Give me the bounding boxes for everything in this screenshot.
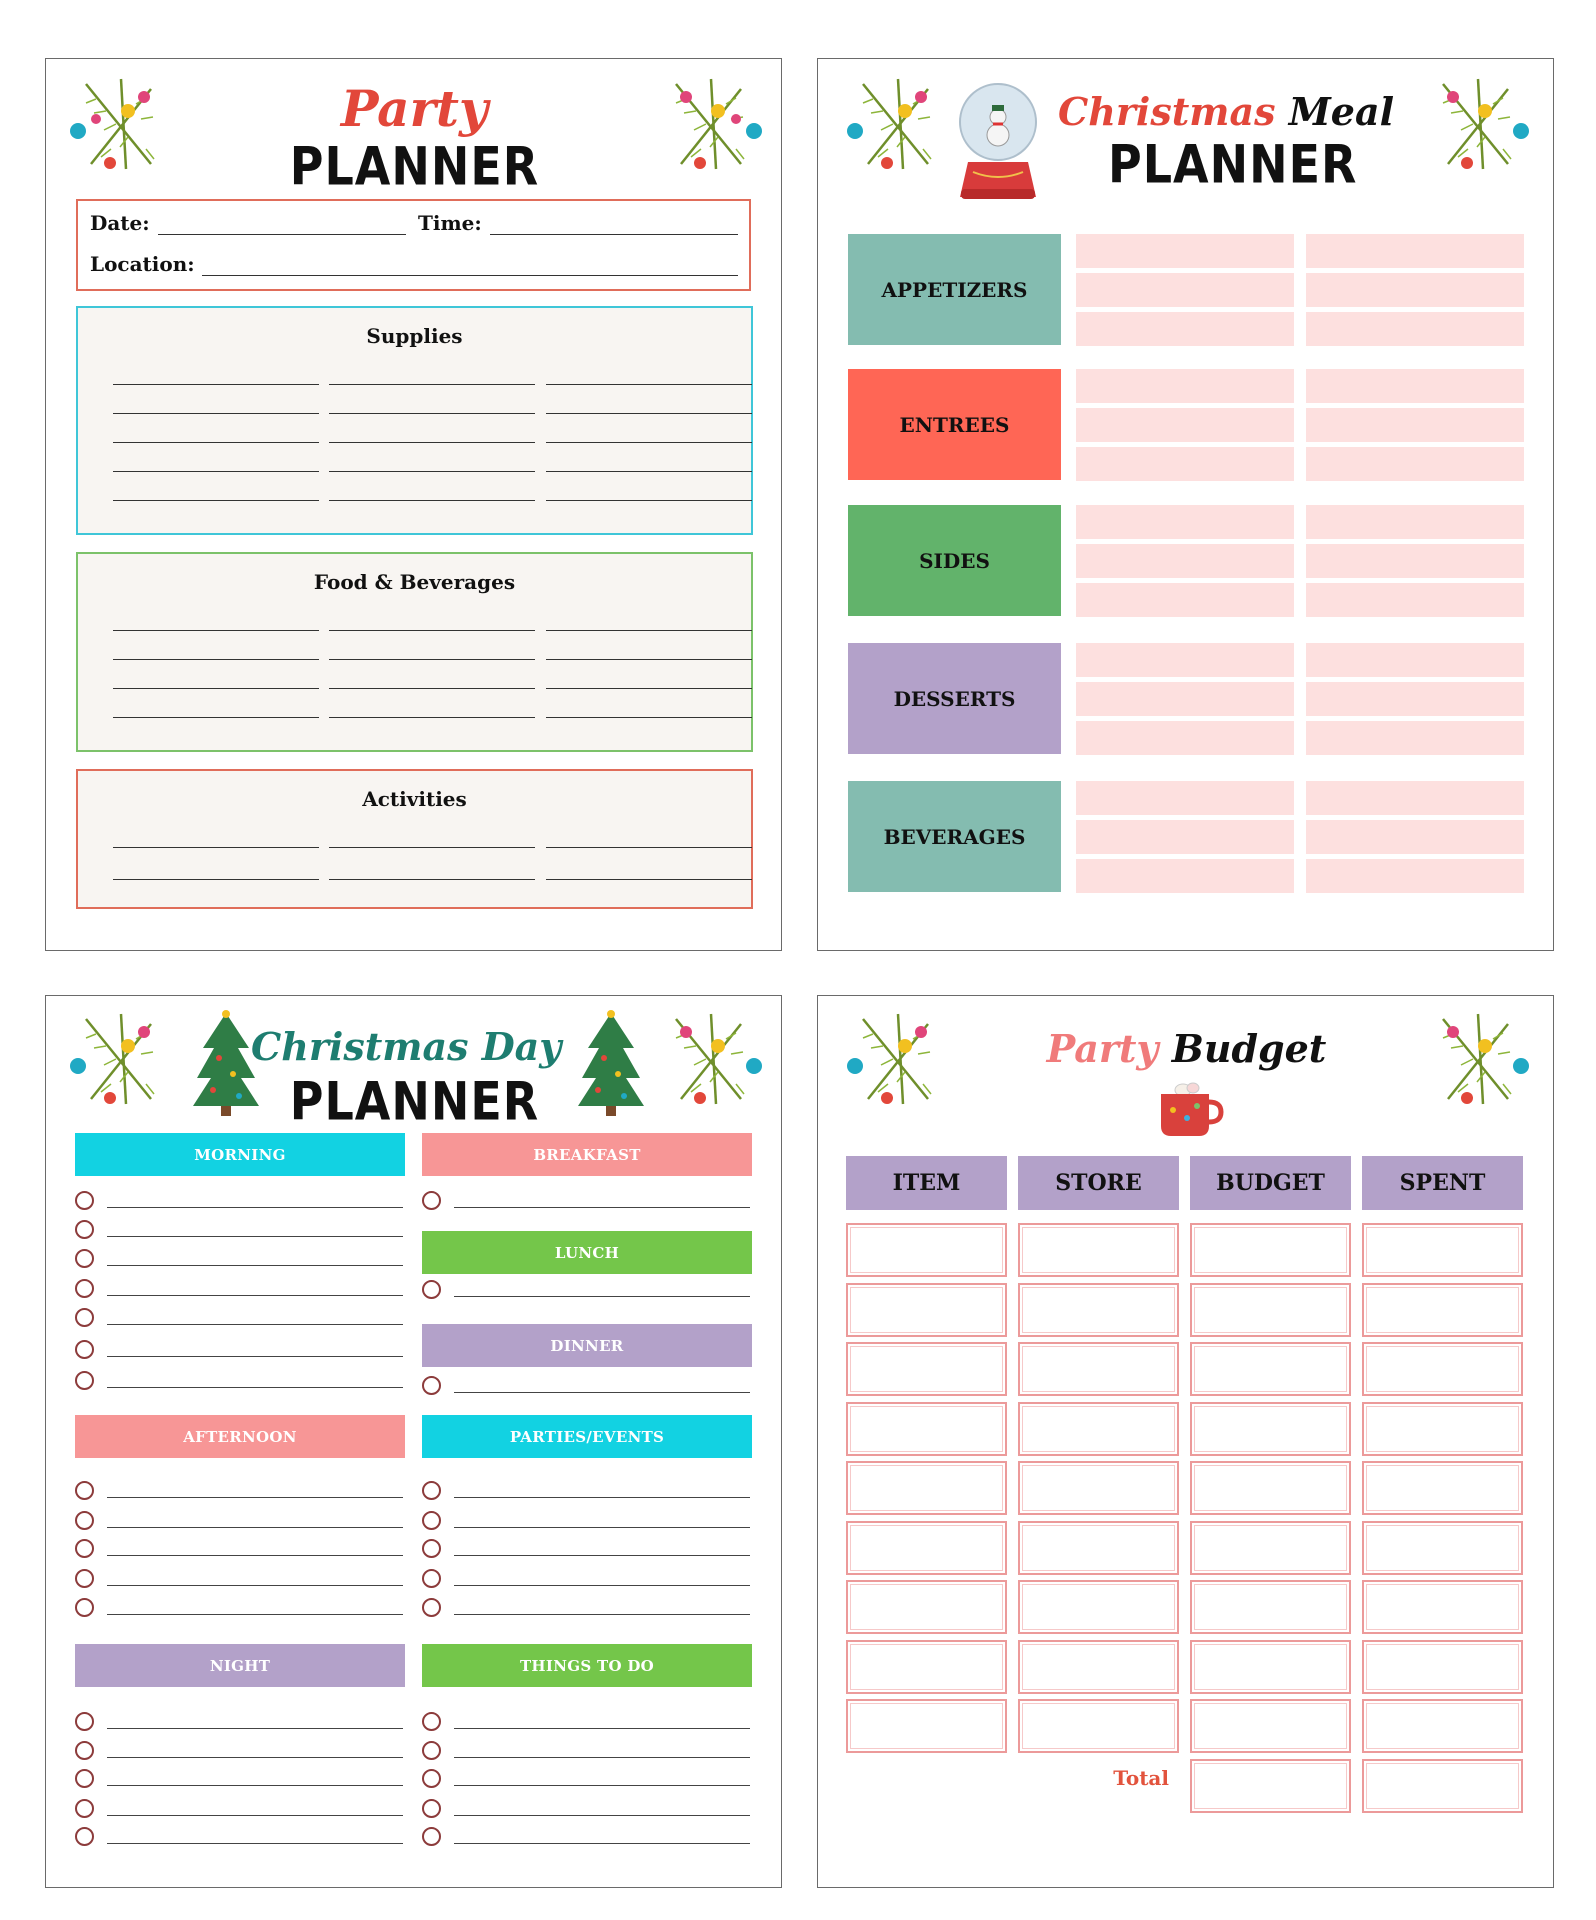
task-line[interactable]	[454, 1296, 750, 1297]
meal-entry-cell[interactable]	[1076, 859, 1294, 893]
meal-entry-cell[interactable]	[1076, 505, 1294, 539]
time-label: Time:	[418, 211, 482, 235]
meal-entry-cell[interactable]	[1076, 544, 1294, 578]
writing-line[interactable]	[329, 630, 535, 631]
header-parties-events: PARTIES/EVENTS	[422, 1415, 752, 1458]
meal-entry-cell[interactable]	[1306, 273, 1524, 307]
column-spent: SPENT	[1362, 1156, 1523, 1210]
checkbox[interactable]	[75, 1371, 94, 1390]
writing-line[interactable]	[329, 442, 535, 443]
date-field[interactable]	[158, 234, 406, 235]
task-line[interactable]	[107, 1497, 403, 1498]
writing-line[interactable]	[546, 442, 752, 443]
meal-entry-cell[interactable]	[1306, 682, 1524, 716]
writing-line[interactable]	[546, 847, 752, 848]
category-desserts: DESSERTS	[848, 643, 1061, 754]
title-budget: Budget	[1171, 1026, 1327, 1071]
total-spent-cell[interactable]	[1362, 1759, 1523, 1813]
meal-entry-cell[interactable]	[1306, 408, 1524, 442]
checkbox[interactable]	[75, 1712, 94, 1731]
writing-line[interactable]	[113, 879, 319, 880]
title-party: Party	[1046, 1026, 1159, 1071]
meal-entry-cell[interactable]	[1306, 721, 1524, 755]
header-morning: MORNING	[75, 1133, 405, 1176]
header-lunch: LUNCH	[422, 1231, 752, 1274]
meal-entry-cell[interactable]	[1306, 544, 1524, 578]
time-field[interactable]	[490, 234, 738, 235]
budget-cell[interactable]	[1190, 1283, 1351, 1337]
budget-cell[interactable]	[1018, 1580, 1179, 1634]
page-title-bold: PLANNER	[289, 1069, 540, 1133]
budget-cell[interactable]	[1190, 1699, 1351, 1753]
writing-line[interactable]	[113, 442, 319, 443]
budget-cell[interactable]	[1190, 1461, 1351, 1515]
meal-entry-cell[interactable]	[1306, 583, 1524, 617]
meal-entry-cell[interactable]	[1306, 447, 1524, 481]
writing-line[interactable]	[329, 717, 535, 718]
budget-cell[interactable]	[1362, 1699, 1523, 1753]
checkbox[interactable]	[75, 1799, 94, 1818]
task-line[interactable]	[454, 1392, 750, 1393]
title-meal: Meal	[1288, 89, 1395, 134]
section-title: Food & Beverages	[313, 570, 516, 594]
budget-cell[interactable]	[1018, 1223, 1179, 1277]
writing-line[interactable]	[113, 847, 319, 848]
writing-line[interactable]	[546, 630, 752, 631]
location-field[interactable]	[202, 275, 738, 276]
snow-globe-icon	[953, 77, 1043, 207]
meal-entry-cell[interactable]	[1076, 447, 1294, 481]
budget-cell[interactable]	[846, 1580, 1007, 1634]
writing-line[interactable]	[329, 471, 535, 472]
budget-cell[interactable]	[1362, 1283, 1523, 1337]
meal-entry-cell[interactable]	[1076, 234, 1294, 268]
checkbox[interactable]	[422, 1598, 441, 1617]
activities-section	[76, 769, 753, 909]
meal-entry-cell[interactable]	[1306, 820, 1524, 854]
task-line[interactable]	[107, 1207, 403, 1208]
category-beverages: BEVERAGES	[848, 781, 1061, 892]
food-beverages-section	[76, 552, 753, 752]
writing-line[interactable]	[546, 500, 752, 501]
task-line[interactable]	[107, 1843, 403, 1844]
writing-line[interactable]	[329, 384, 535, 385]
task-line[interactable]	[454, 1555, 750, 1556]
meal-entry-cell[interactable]	[1076, 781, 1294, 815]
task-line[interactable]	[454, 1815, 750, 1816]
meal-entry-cell[interactable]	[1306, 859, 1524, 893]
task-line[interactable]	[454, 1843, 750, 1844]
supplies-section	[76, 306, 753, 535]
page-title-bold: PLANNER	[1108, 132, 1358, 196]
meal-entry-cell[interactable]	[1076, 312, 1294, 346]
meal-planner-page	[817, 58, 1554, 951]
budget-cell[interactable]	[1362, 1461, 1523, 1515]
task-line[interactable]	[454, 1614, 750, 1615]
budget-cell[interactable]	[846, 1342, 1007, 1396]
checkbox[interactable]	[422, 1741, 441, 1760]
writing-line[interactable]	[329, 879, 535, 880]
section-title: Supplies	[366, 324, 463, 348]
budget-cell[interactable]	[1362, 1402, 1523, 1456]
category-sides: SIDES	[848, 505, 1061, 616]
checkbox[interactable]	[75, 1279, 94, 1298]
task-line[interactable]	[107, 1585, 403, 1586]
writing-line[interactable]	[329, 659, 535, 660]
budget-cell[interactable]	[1018, 1461, 1179, 1515]
task-line[interactable]	[107, 1265, 403, 1266]
header-night: NIGHT	[75, 1644, 405, 1687]
pine-ornament-icon	[1423, 69, 1533, 179]
writing-line[interactable]	[546, 384, 752, 385]
page-title-script: Christmas Day	[251, 1024, 562, 1069]
checkbox[interactable]	[422, 1280, 441, 1299]
checkbox[interactable]	[75, 1220, 94, 1239]
task-line[interactable]	[107, 1555, 403, 1556]
budget-cell[interactable]	[1362, 1521, 1523, 1575]
writing-line[interactable]	[329, 413, 535, 414]
budget-cell[interactable]	[846, 1223, 1007, 1277]
writing-line[interactable]	[113, 717, 319, 718]
budget-cell[interactable]	[1018, 1640, 1179, 1694]
checkbox[interactable]	[75, 1741, 94, 1760]
location-label: Location:	[90, 252, 195, 276]
meal-entry-cell[interactable]	[1076, 583, 1294, 617]
checkbox[interactable]	[75, 1481, 94, 1500]
header-afternoon: AFTERNOON	[75, 1415, 405, 1458]
party-budget-page	[817, 995, 1554, 1888]
writing-line[interactable]	[113, 659, 319, 660]
budget-cell[interactable]	[846, 1521, 1007, 1575]
day-planner-page	[45, 995, 782, 1888]
meal-entry-cell[interactable]	[1306, 369, 1524, 403]
checkbox[interactable]	[422, 1511, 441, 1530]
checkbox[interactable]	[422, 1191, 441, 1210]
task-line[interactable]	[107, 1728, 403, 1729]
task-line[interactable]	[454, 1207, 750, 1208]
section-title: Activities	[362, 787, 467, 811]
writing-line[interactable]	[329, 688, 535, 689]
writing-line[interactable]	[546, 471, 752, 472]
checkbox[interactable]	[75, 1340, 94, 1359]
meal-entry-cell[interactable]	[1076, 820, 1294, 854]
task-line[interactable]	[107, 1324, 403, 1325]
title-christmas: Christmas	[1058, 89, 1276, 134]
writing-line[interactable]	[546, 413, 752, 414]
party-planner-page	[45, 58, 782, 951]
budget-cell[interactable]	[1190, 1521, 1351, 1575]
budget-cell[interactable]	[1362, 1342, 1523, 1396]
header-things-to-do: THINGS TO DO	[422, 1644, 752, 1687]
checkbox[interactable]	[422, 1827, 441, 1846]
writing-line[interactable]	[546, 717, 752, 718]
date-label: Date:	[90, 211, 150, 235]
task-line[interactable]	[454, 1728, 750, 1729]
task-line[interactable]	[454, 1527, 750, 1528]
budget-cell[interactable]	[846, 1640, 1007, 1694]
budget-cell[interactable]	[1018, 1699, 1179, 1753]
checkbox[interactable]	[75, 1249, 94, 1268]
task-line[interactable]	[107, 1356, 403, 1357]
page-title-script: Party	[340, 79, 489, 138]
checkbox[interactable]	[75, 1569, 94, 1588]
meal-entry-cell[interactable]	[1076, 408, 1294, 442]
task-line[interactable]	[107, 1757, 403, 1758]
writing-line[interactable]	[113, 471, 319, 472]
checkbox[interactable]	[75, 1191, 94, 1210]
meal-entry-cell[interactable]	[1076, 643, 1294, 677]
pine-ornament-icon	[843, 69, 953, 179]
meal-entry-cell[interactable]	[1076, 721, 1294, 755]
writing-line[interactable]	[546, 688, 752, 689]
task-line[interactable]	[107, 1785, 403, 1786]
meal-entry-cell[interactable]	[1306, 643, 1524, 677]
budget-cell[interactable]	[1362, 1640, 1523, 1694]
checkbox[interactable]	[422, 1769, 441, 1788]
checkbox[interactable]	[422, 1712, 441, 1731]
task-line[interactable]	[107, 1527, 403, 1528]
budget-cell[interactable]	[1190, 1223, 1351, 1277]
writing-line[interactable]	[546, 659, 752, 660]
checkbox[interactable]	[422, 1569, 441, 1588]
budget-cell[interactable]	[1190, 1580, 1351, 1634]
writing-line[interactable]	[329, 500, 535, 501]
total-budget-cell[interactable]	[1190, 1759, 1351, 1813]
meal-entry-cell[interactable]	[1306, 234, 1524, 268]
budget-cell[interactable]	[846, 1699, 1007, 1753]
meal-entry-cell[interactable]	[1076, 682, 1294, 716]
checkbox[interactable]	[75, 1511, 94, 1530]
meal-entry-cell[interactable]	[1306, 505, 1524, 539]
meal-entry-cell[interactable]	[1076, 273, 1294, 307]
total-label: Total	[1113, 1766, 1169, 1790]
writing-line[interactable]	[113, 500, 319, 501]
task-line[interactable]	[454, 1757, 750, 1758]
checkbox[interactable]	[422, 1481, 441, 1500]
budget-cell[interactable]	[846, 1283, 1007, 1337]
budget-cell[interactable]	[1018, 1283, 1179, 1337]
task-line[interactable]	[107, 1295, 403, 1296]
column-store: STORE	[1018, 1156, 1179, 1210]
column-budget: BUDGET	[1190, 1156, 1351, 1210]
budget-cell[interactable]	[1018, 1402, 1179, 1456]
writing-line[interactable]	[546, 879, 752, 880]
checkbox[interactable]	[422, 1799, 441, 1818]
budget-cell[interactable]	[1018, 1342, 1179, 1396]
writing-line[interactable]	[329, 847, 535, 848]
task-line[interactable]	[454, 1497, 750, 1498]
meal-entry-cell[interactable]	[1076, 369, 1294, 403]
task-line[interactable]	[107, 1614, 403, 1615]
task-line[interactable]	[107, 1815, 403, 1816]
page-title-bold: PLANNER	[289, 134, 540, 198]
budget-cell[interactable]	[1362, 1580, 1523, 1634]
task-line[interactable]	[107, 1387, 403, 1388]
writing-line[interactable]	[113, 630, 319, 631]
writing-line[interactable]	[113, 384, 319, 385]
budget-cell[interactable]	[1190, 1640, 1351, 1694]
budget-cell[interactable]	[846, 1461, 1007, 1515]
event-info-box	[76, 199, 751, 291]
checkbox[interactable]	[75, 1308, 94, 1327]
writing-line[interactable]	[113, 413, 319, 414]
header-breakfast: BREAKFAST	[422, 1133, 752, 1176]
budget-cell[interactable]	[846, 1402, 1007, 1456]
checkbox[interactable]	[75, 1598, 94, 1617]
budget-cell[interactable]	[1190, 1402, 1351, 1456]
writing-line[interactable]	[113, 688, 319, 689]
task-line[interactable]	[454, 1585, 750, 1586]
category-entrees: ENTREES	[848, 369, 1061, 480]
checkbox[interactable]	[422, 1376, 441, 1395]
checkbox[interactable]	[75, 1539, 94, 1558]
checkbox[interactable]	[75, 1769, 94, 1788]
category-appetizers: APPETIZERS	[848, 234, 1061, 345]
budget-cell[interactable]	[1190, 1342, 1351, 1396]
budget-cell[interactable]	[1362, 1223, 1523, 1277]
meal-entry-cell[interactable]	[1306, 312, 1524, 346]
task-line[interactable]	[107, 1236, 403, 1237]
meal-entry-cell[interactable]	[1306, 781, 1524, 815]
checkbox[interactable]	[422, 1539, 441, 1558]
header-dinner: DINNER	[422, 1324, 752, 1367]
column-item: ITEM	[846, 1156, 1007, 1210]
checkbox[interactable]	[75, 1827, 94, 1846]
task-line[interactable]	[454, 1785, 750, 1786]
budget-cell[interactable]	[1018, 1521, 1179, 1575]
cocoa-mug-icon	[1153, 1078, 1223, 1140]
